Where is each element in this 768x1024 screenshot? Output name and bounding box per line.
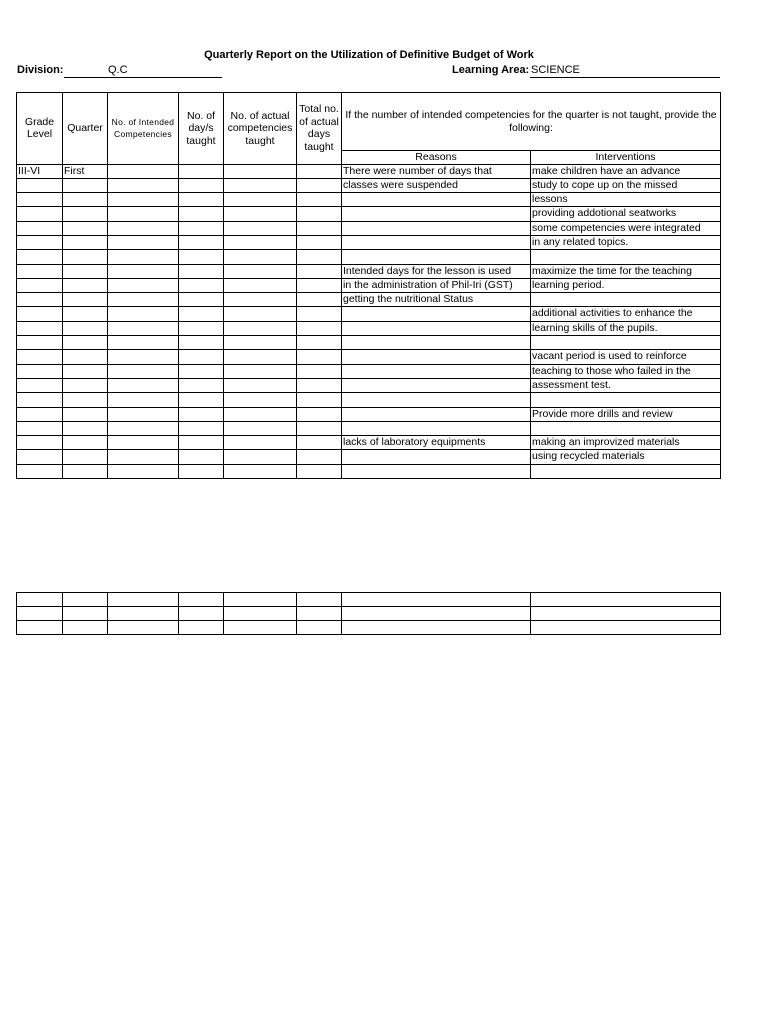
table-cell[interactable]	[531, 250, 721, 264]
table-row	[17, 207, 721, 221]
table-cell[interactable]	[63, 421, 108, 435]
table-cell[interactable]	[63, 378, 108, 392]
table-cell[interactable]	[108, 421, 179, 435]
table-cell[interactable]: There were number of days that	[342, 164, 531, 178]
table-cell[interactable]: additional activities to enhance the	[531, 307, 721, 321]
table-cell[interactable]	[224, 436, 297, 450]
table-cell[interactable]	[224, 407, 297, 421]
table-cell[interactable]	[531, 393, 721, 407]
header-group-instruction: If the number of intended competencies for the quarter is not taught, provide the following:	[342, 93, 721, 151]
table-cell[interactable]	[531, 607, 721, 621]
table-row	[17, 436, 721, 450]
table-row	[17, 364, 721, 378]
table-cell[interactable]	[63, 207, 108, 221]
table-cell[interactable]	[108, 250, 179, 264]
table-cell[interactable]: Intended days for the lesson is used	[342, 264, 531, 278]
table-cell[interactable]	[342, 221, 531, 235]
table-cell[interactable]	[63, 293, 108, 307]
table-cell[interactable]: in any related topics.	[531, 235, 721, 249]
table-cell[interactable]	[108, 436, 179, 450]
table-cell[interactable]	[224, 621, 297, 635]
division-field[interactable]	[64, 64, 222, 78]
table-cell[interactable]	[63, 436, 108, 450]
table-row	[17, 293, 721, 307]
table-cell[interactable]	[179, 621, 224, 635]
table-cell[interactable]: learning skills of the pupils.	[531, 321, 721, 335]
table-cell[interactable]	[179, 207, 224, 221]
table-cell[interactable]	[17, 350, 63, 364]
table-cell[interactable]	[17, 450, 63, 464]
table-row	[17, 393, 721, 407]
table-cell[interactable]	[179, 264, 224, 278]
table-cell[interactable]	[17, 421, 63, 435]
table-cell[interactable]	[342, 250, 531, 264]
table-row	[17, 607, 721, 621]
table-cell[interactable]	[224, 193, 297, 207]
table-cell[interactable]	[179, 307, 224, 321]
table-cell[interactable]	[17, 178, 63, 192]
header-reasons: Reasons	[342, 151, 531, 165]
table-cell[interactable]	[17, 221, 63, 235]
learning-area-field[interactable]	[530, 64, 720, 78]
table-cell[interactable]	[179, 178, 224, 192]
table-cell[interactable]	[63, 607, 108, 621]
table-cell[interactable]	[531, 464, 721, 478]
table-cell[interactable]	[108, 593, 179, 607]
table-cell[interactable]	[108, 378, 179, 392]
table-row	[17, 307, 721, 321]
table-row	[17, 450, 721, 464]
table-cell[interactable]	[17, 378, 63, 392]
table-cell[interactable]	[224, 364, 297, 378]
table-cell[interactable]	[297, 221, 342, 235]
table-cell[interactable]	[342, 321, 531, 335]
table-cell[interactable]	[108, 393, 179, 407]
table-cell[interactable]	[297, 450, 342, 464]
table-cell[interactable]	[224, 278, 297, 292]
table-cell[interactable]: assessment test.	[531, 378, 721, 392]
table-cell[interactable]	[342, 350, 531, 364]
table-cell[interactable]	[297, 307, 342, 321]
table-cell[interactable]: using recycled materials	[531, 450, 721, 464]
table-cell[interactable]: Provide more drills and review	[531, 407, 721, 421]
table-cell[interactable]	[297, 250, 342, 264]
table-row	[17, 621, 721, 635]
table-cell[interactable]	[63, 593, 108, 607]
table-row	[17, 378, 721, 392]
table-cell[interactable]	[179, 436, 224, 450]
table-cell[interactable]	[179, 350, 224, 364]
table-cell[interactable]	[224, 593, 297, 607]
table-cell[interactable]	[63, 321, 108, 335]
table-cell[interactable]	[342, 421, 531, 435]
table-cell[interactable]	[108, 293, 179, 307]
table-row	[17, 421, 721, 435]
table-cell[interactable]	[17, 250, 63, 264]
table-cell[interactable]	[297, 464, 342, 478]
table-cell[interactable]	[297, 593, 342, 607]
table-cell[interactable]	[108, 235, 179, 249]
table-cell[interactable]	[17, 607, 63, 621]
table-cell[interactable]	[342, 307, 531, 321]
table-cell[interactable]	[108, 336, 179, 350]
table-cell[interactable]	[63, 350, 108, 364]
table-cell[interactable]	[17, 264, 63, 278]
table-cell[interactable]: vacant period is used to reinforce	[531, 350, 721, 364]
table-cell[interactable]	[63, 450, 108, 464]
table-cell[interactable]	[17, 293, 63, 307]
table-cell[interactable]	[297, 178, 342, 192]
table-cell[interactable]: some competencies were integrated	[531, 221, 721, 235]
table-cell[interactable]	[342, 364, 531, 378]
table-cell[interactable]	[108, 607, 179, 621]
table-cell[interactable]	[179, 421, 224, 435]
table-row	[17, 221, 721, 235]
table-cell[interactable]	[108, 350, 179, 364]
table-cell[interactable]	[297, 364, 342, 378]
table-cell[interactable]	[342, 207, 531, 221]
table-cell[interactable]	[63, 250, 108, 264]
table-cell[interactable]	[17, 321, 63, 335]
table-cell[interactable]	[179, 336, 224, 350]
table-cell[interactable]	[179, 164, 224, 178]
table-cell[interactable]	[63, 278, 108, 292]
table-cell[interactable]	[179, 393, 224, 407]
table-cell[interactable]	[17, 307, 63, 321]
table-row	[17, 250, 721, 264]
table-cell[interactable]	[179, 293, 224, 307]
table-cell[interactable]	[531, 293, 721, 307]
table-cell[interactable]	[17, 436, 63, 450]
table-cell[interactable]	[108, 321, 179, 335]
learning-area-label: Learning Area:	[452, 64, 530, 76]
table-cell[interactable]	[63, 393, 108, 407]
table-cell[interactable]	[63, 336, 108, 350]
table-row	[17, 336, 721, 350]
table-cell[interactable]	[342, 193, 531, 207]
header-actual-competencies: No. of actual competencies taught	[224, 93, 297, 165]
table-cell[interactable]	[297, 393, 342, 407]
table-cell[interactable]	[17, 193, 63, 207]
table-cell[interactable]	[63, 193, 108, 207]
table-row	[17, 235, 721, 249]
table-cell[interactable]	[342, 621, 531, 635]
table-cell[interactable]	[224, 450, 297, 464]
report-table-body	[17, 164, 721, 479]
table-cell[interactable]: First	[63, 164, 108, 178]
table-cell[interactable]	[531, 593, 721, 607]
table-cell[interactable]	[179, 593, 224, 607]
learning-area-value: SCIENCE	[531, 64, 580, 76]
table-cell[interactable]	[108, 207, 179, 221]
table-cell[interactable]	[179, 221, 224, 235]
table-cell[interactable]: getting the nutritional Status	[342, 293, 531, 307]
table-cell[interactable]	[17, 235, 63, 249]
table-row	[17, 464, 721, 478]
table-cell[interactable]	[224, 307, 297, 321]
table-cell[interactable]	[297, 607, 342, 621]
report-title: Quarterly Report on the Utilization of Definitive Budget of Work	[204, 49, 534, 61]
table-cell[interactable]	[224, 293, 297, 307]
table-cell[interactable]	[17, 593, 63, 607]
table-cell[interactable]	[224, 378, 297, 392]
table-cell[interactable]	[297, 207, 342, 221]
table-cell[interactable]	[63, 364, 108, 378]
table-cell[interactable]	[179, 407, 224, 421]
table-cell[interactable]	[108, 193, 179, 207]
table-cell[interactable]: teaching to those who failed in the	[531, 364, 721, 378]
table-cell[interactable]	[297, 436, 342, 450]
table-cell[interactable]	[342, 464, 531, 478]
table-cell[interactable]	[224, 336, 297, 350]
table-cell[interactable]	[342, 607, 531, 621]
table-cell[interactable]	[224, 178, 297, 192]
table-cell[interactable]	[297, 336, 342, 350]
table-cell[interactable]	[297, 193, 342, 207]
table-row	[17, 321, 721, 335]
table-cell[interactable]: study to cope up on the missed	[531, 178, 721, 192]
second-table-body	[17, 593, 721, 635]
table-cell[interactable]	[108, 407, 179, 421]
table-cell[interactable]: making an improvized materials	[531, 436, 721, 450]
table-cell[interactable]	[531, 621, 721, 635]
table-cell[interactable]	[342, 393, 531, 407]
table-cell[interactable]	[17, 364, 63, 378]
table-cell[interactable]	[342, 378, 531, 392]
table-cell[interactable]	[108, 278, 179, 292]
table-cell[interactable]	[297, 321, 342, 335]
second-table	[16, 592, 721, 635]
table-cell[interactable]	[108, 464, 179, 478]
table-cell[interactable]	[224, 607, 297, 621]
table-cell[interactable]	[342, 450, 531, 464]
table-cell[interactable]	[224, 321, 297, 335]
table-row	[17, 278, 721, 292]
table-cell[interactable]	[179, 464, 224, 478]
table-cell[interactable]	[297, 421, 342, 435]
table-cell[interactable]	[179, 378, 224, 392]
table-cell[interactable]	[297, 293, 342, 307]
table-cell[interactable]	[17, 336, 63, 350]
table-cell[interactable]	[179, 193, 224, 207]
table-cell[interactable]	[17, 407, 63, 421]
table-cell[interactable]	[224, 264, 297, 278]
table-cell[interactable]	[297, 350, 342, 364]
table-cell[interactable]	[108, 307, 179, 321]
division-label: Division:	[17, 64, 64, 76]
table-cell[interactable]	[63, 307, 108, 321]
table-cell[interactable]	[108, 264, 179, 278]
division-value: Q.C	[108, 64, 128, 76]
table-cell[interactable]	[224, 221, 297, 235]
table-cell[interactable]	[297, 264, 342, 278]
header-total-actual-days: Total no. of actual days taught	[297, 93, 342, 165]
table-cell[interactable]	[224, 350, 297, 364]
table-cell[interactable]: learning period.	[531, 278, 721, 292]
table-cell[interactable]: providing addotional seatworks	[531, 207, 721, 221]
table-cell[interactable]: lessons	[531, 193, 721, 207]
table-cell[interactable]	[224, 207, 297, 221]
table-cell[interactable]	[179, 607, 224, 621]
table-cell[interactable]	[17, 464, 63, 478]
table-cell[interactable]	[342, 336, 531, 350]
table-row	[17, 407, 721, 421]
budget-report-table	[16, 92, 721, 479]
table-cell[interactable]	[179, 364, 224, 378]
table-cell[interactable]	[342, 407, 531, 421]
table-cell[interactable]	[108, 450, 179, 464]
table-cell[interactable]	[179, 250, 224, 264]
table-cell[interactable]	[224, 250, 297, 264]
table-cell[interactable]	[224, 235, 297, 249]
header-grade-level: Grade Level	[17, 93, 63, 165]
table-cell[interactable]	[108, 164, 179, 178]
table-cell[interactable]: III-VI	[17, 164, 63, 178]
table-cell[interactable]	[342, 593, 531, 607]
header-interventions: Interventions	[531, 151, 721, 165]
table-cell[interactable]	[108, 178, 179, 192]
table-cell[interactable]	[224, 421, 297, 435]
table-cell[interactable]: maximize the time for the teaching	[531, 264, 721, 278]
table-cell[interactable]	[63, 178, 108, 192]
table-cell[interactable]	[224, 393, 297, 407]
table-cell[interactable]	[179, 278, 224, 292]
header-days-taught: No. of day/s taught	[179, 93, 224, 165]
table-row	[17, 350, 721, 364]
table-cell[interactable]	[63, 464, 108, 478]
table-row	[17, 178, 721, 192]
table-cell[interactable]	[224, 164, 297, 178]
table-cell[interactable]	[108, 221, 179, 235]
table-cell[interactable]: make children have an advance	[531, 164, 721, 178]
table-cell[interactable]: in the administration of Phil-Iri (GST)	[342, 278, 531, 292]
table-cell[interactable]	[17, 393, 63, 407]
table-cell[interactable]	[63, 407, 108, 421]
table-cell[interactable]	[179, 321, 224, 335]
header-quarter: Quarter	[63, 93, 108, 165]
table-cell[interactable]	[297, 164, 342, 178]
table-row	[17, 264, 721, 278]
table-cell[interactable]	[224, 464, 297, 478]
table-cell[interactable]	[297, 621, 342, 635]
table-cell[interactable]: classes were suspended	[342, 178, 531, 192]
table-cell[interactable]	[531, 336, 721, 350]
table-cell[interactable]	[297, 378, 342, 392]
table-cell[interactable]: lacks of laboratory equipments	[342, 436, 531, 450]
table-cell[interactable]	[17, 621, 63, 635]
table-cell[interactable]	[108, 364, 179, 378]
table-cell[interactable]	[63, 221, 108, 235]
table-cell[interactable]	[17, 207, 63, 221]
table-cell[interactable]	[342, 235, 531, 249]
table-cell[interactable]	[179, 235, 224, 249]
table-row	[17, 164, 721, 178]
table-cell[interactable]	[63, 264, 108, 278]
table-cell[interactable]	[63, 235, 108, 249]
table-cell[interactable]	[108, 621, 179, 635]
table-cell[interactable]	[297, 407, 342, 421]
table-cell[interactable]	[17, 278, 63, 292]
table-cell[interactable]	[297, 278, 342, 292]
table-cell[interactable]	[297, 235, 342, 249]
header-intended-competencies: No. of Intended Competencies	[108, 93, 179, 165]
table-cell[interactable]	[63, 621, 108, 635]
table-row	[17, 593, 721, 607]
table-cell[interactable]	[179, 450, 224, 464]
table-row	[17, 193, 721, 207]
table-cell[interactable]	[531, 421, 721, 435]
